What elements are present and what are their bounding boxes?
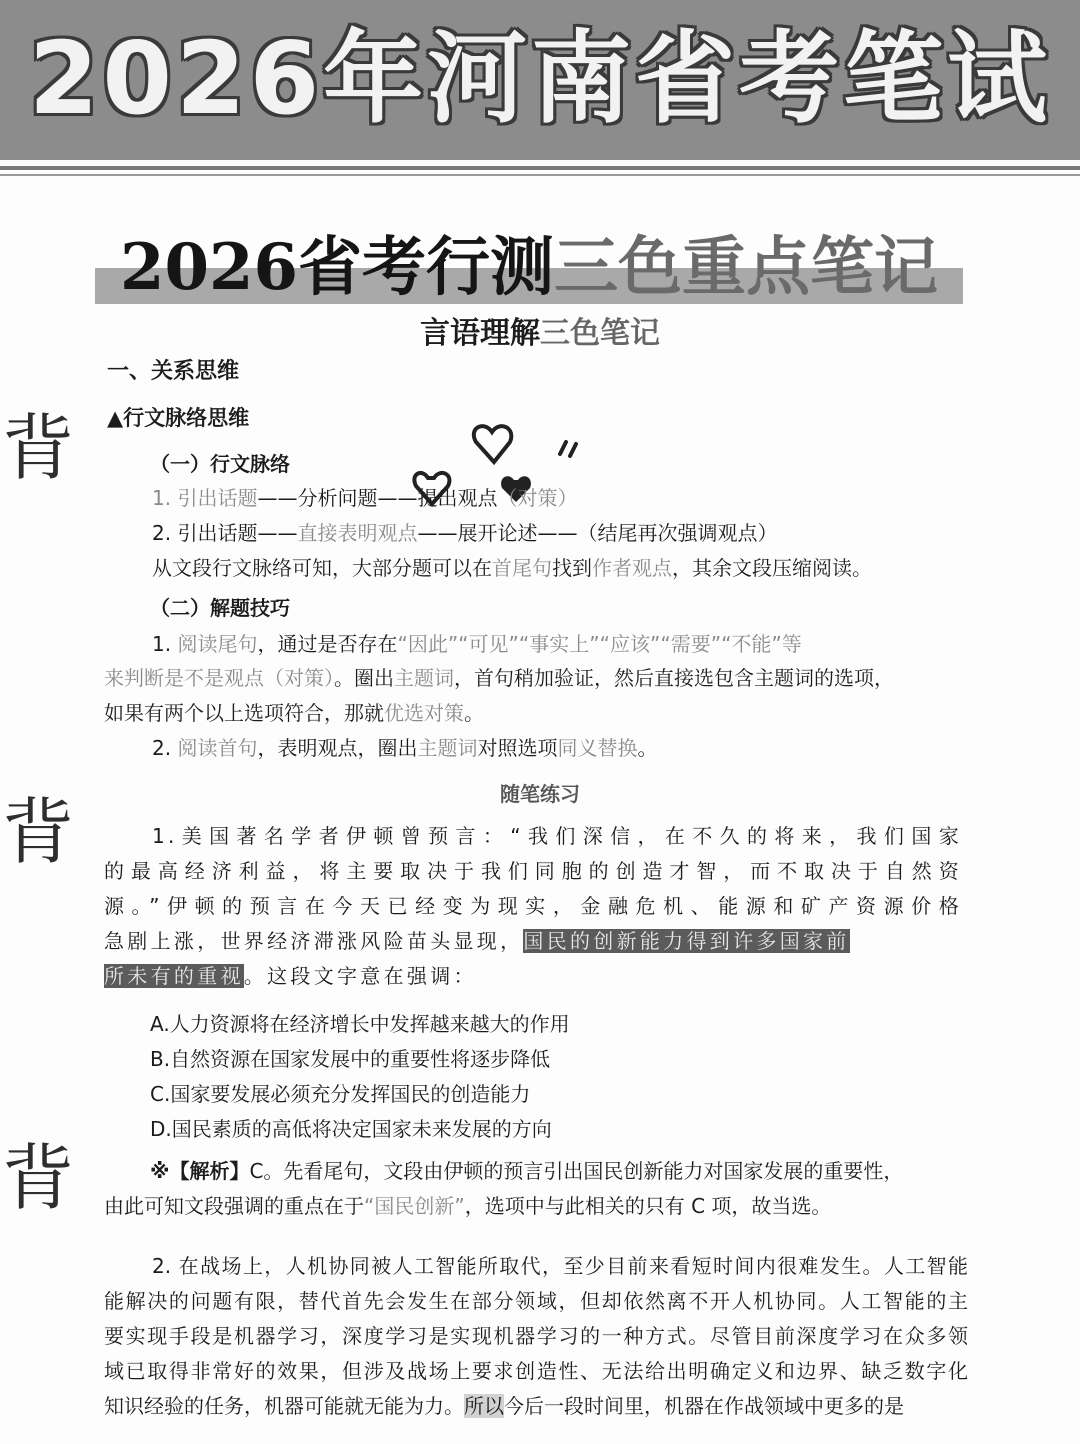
tip1-line-3: 如果有两个以上选项符合，那就优选对策。 (104, 701, 484, 725)
q2-line-1: 2. 在战场上，人机协同被人工智能所取代，至少目前来看短时间内很难发生。人工智能 (152, 1254, 968, 1278)
doc-subtitle (0, 314, 1080, 354)
q1-line-5: 所未有的重视。这段文字意在强调： (104, 964, 477, 988)
q2-line-5: 知识经验的任务，机器可能就无能为力。所以今后一段时间里，机器在作战领域中更多的是 (104, 1394, 904, 1418)
q1-line-4: 急剧上涨，世界经济滞涨风险苗头显现，国民的创新能力得到许多国家前 (104, 929, 850, 953)
doc-title (95, 226, 963, 310)
q2-line-3: 要实现手段是机器学习，深度学习是实现机器学习的一种方式。尽管目前深度学习在众多领 (104, 1324, 968, 1348)
q1-option-a: A.人力资源将在经济增长中发挥越来越大的作用 (150, 1012, 570, 1036)
banner-rule (0, 166, 1080, 170)
q1-analysis-line-2: 由此可知文段强调的重点在于“国民创新”，选项中与此相关的只有 C 项，故当选。 (104, 1194, 832, 1218)
part1-title: （一）行文脉络 (150, 452, 290, 476)
q1-line-1: 1.美国著名学者伊顿曾预言：“我们深信，在不久的将来，我们国家 (152, 824, 962, 848)
doc-title-light: 三色重点笔记 (554, 230, 939, 305)
dash-marks (560, 442, 576, 456)
q2-line-4: 域已取得非常好的效果，但涉及战场上要求创造性、无法给出明确定义和边界、缺乏数字化 (104, 1359, 968, 1383)
practice-title: 随笔练习 (500, 782, 580, 806)
q1-option-c: C.国家要发展必须充分发挥国民的创造能力 (150, 1082, 531, 1106)
q1-line-3: 源。”伊顿的预言在今天已经变为现实，金融危机、能源和矿产资源价格 (104, 894, 962, 918)
side-label-3: 背 (2, 1136, 75, 1220)
section-heading: 一、关系思维 (107, 359, 240, 384)
doc-title-dark: 2026省考行测 (119, 230, 555, 305)
side-label-2: 背 (2, 790, 75, 874)
section-subheading: ▲行文脉络思维 (107, 406, 250, 430)
side-label-1: 背 (2, 406, 75, 490)
conclusion-word-highlight: 所以 (464, 1394, 504, 1418)
doc-subtitle-light: 三色笔记 (540, 316, 660, 351)
key-sentence-highlight: 国民的创新能力得到许多国家前 (523, 929, 850, 953)
q1-option-b: B.自然资源在国家发展中的重要性将逐步降低 (150, 1047, 551, 1071)
tip1-line-2: 来判断是不是观点（对策）。圈出主题词，首句稍加验证，然后直接选包含主题词的选项， (104, 666, 894, 690)
flow-line-1: 1. 引出话题——分析问题——提出观点（对策） (152, 486, 578, 510)
banner-rule-thin (0, 174, 1080, 176)
key-sentence-highlight-end: 所未有的重视 (104, 964, 244, 988)
q1-analysis-line-1: ※【解析】C。先看尾句，文段由伊顿的预言引出国民创新能力对国家发展的重要性， (150, 1159, 904, 1183)
tip2-line: 2. 阅读首句，表明观点，圈出主题词对照选项同义替换。 (152, 736, 658, 760)
flow-line-2: 2. 引出话题——直接表明观点——展开论述——（结尾再次强调观点） (152, 521, 778, 545)
part2-title: （二）解题技巧 (150, 596, 290, 620)
banner-title: 2026年河南省考笔试 (28, 20, 1052, 137)
flow-note: 从文段行文脉络可知，大部分题可以在首尾句找到作者观点，其余文段压缩阅读。 (152, 556, 872, 580)
q1-option-d: D.国民素质的高低将决定国家未来发展的方向 (150, 1117, 552, 1141)
doc-subtitle-dark: 言语理解 (420, 316, 540, 351)
tip1-line-1: 1. 阅读尾句，通过是否存在“因此”“可见”“事实上”“应该”“需要”“不能”等 (152, 632, 802, 656)
q1-line-2: 的最高经济利益，将主要取决于我们同胞的创造才智，而不取决于自然资 (104, 859, 962, 883)
heart-icon (474, 426, 511, 462)
top-banner (0, 0, 1080, 160)
q2-line-2: 能解决的问题有限，替代首先会发生在部分领域，但却依然离不开人机协同。人工智能的主 (104, 1289, 968, 1313)
